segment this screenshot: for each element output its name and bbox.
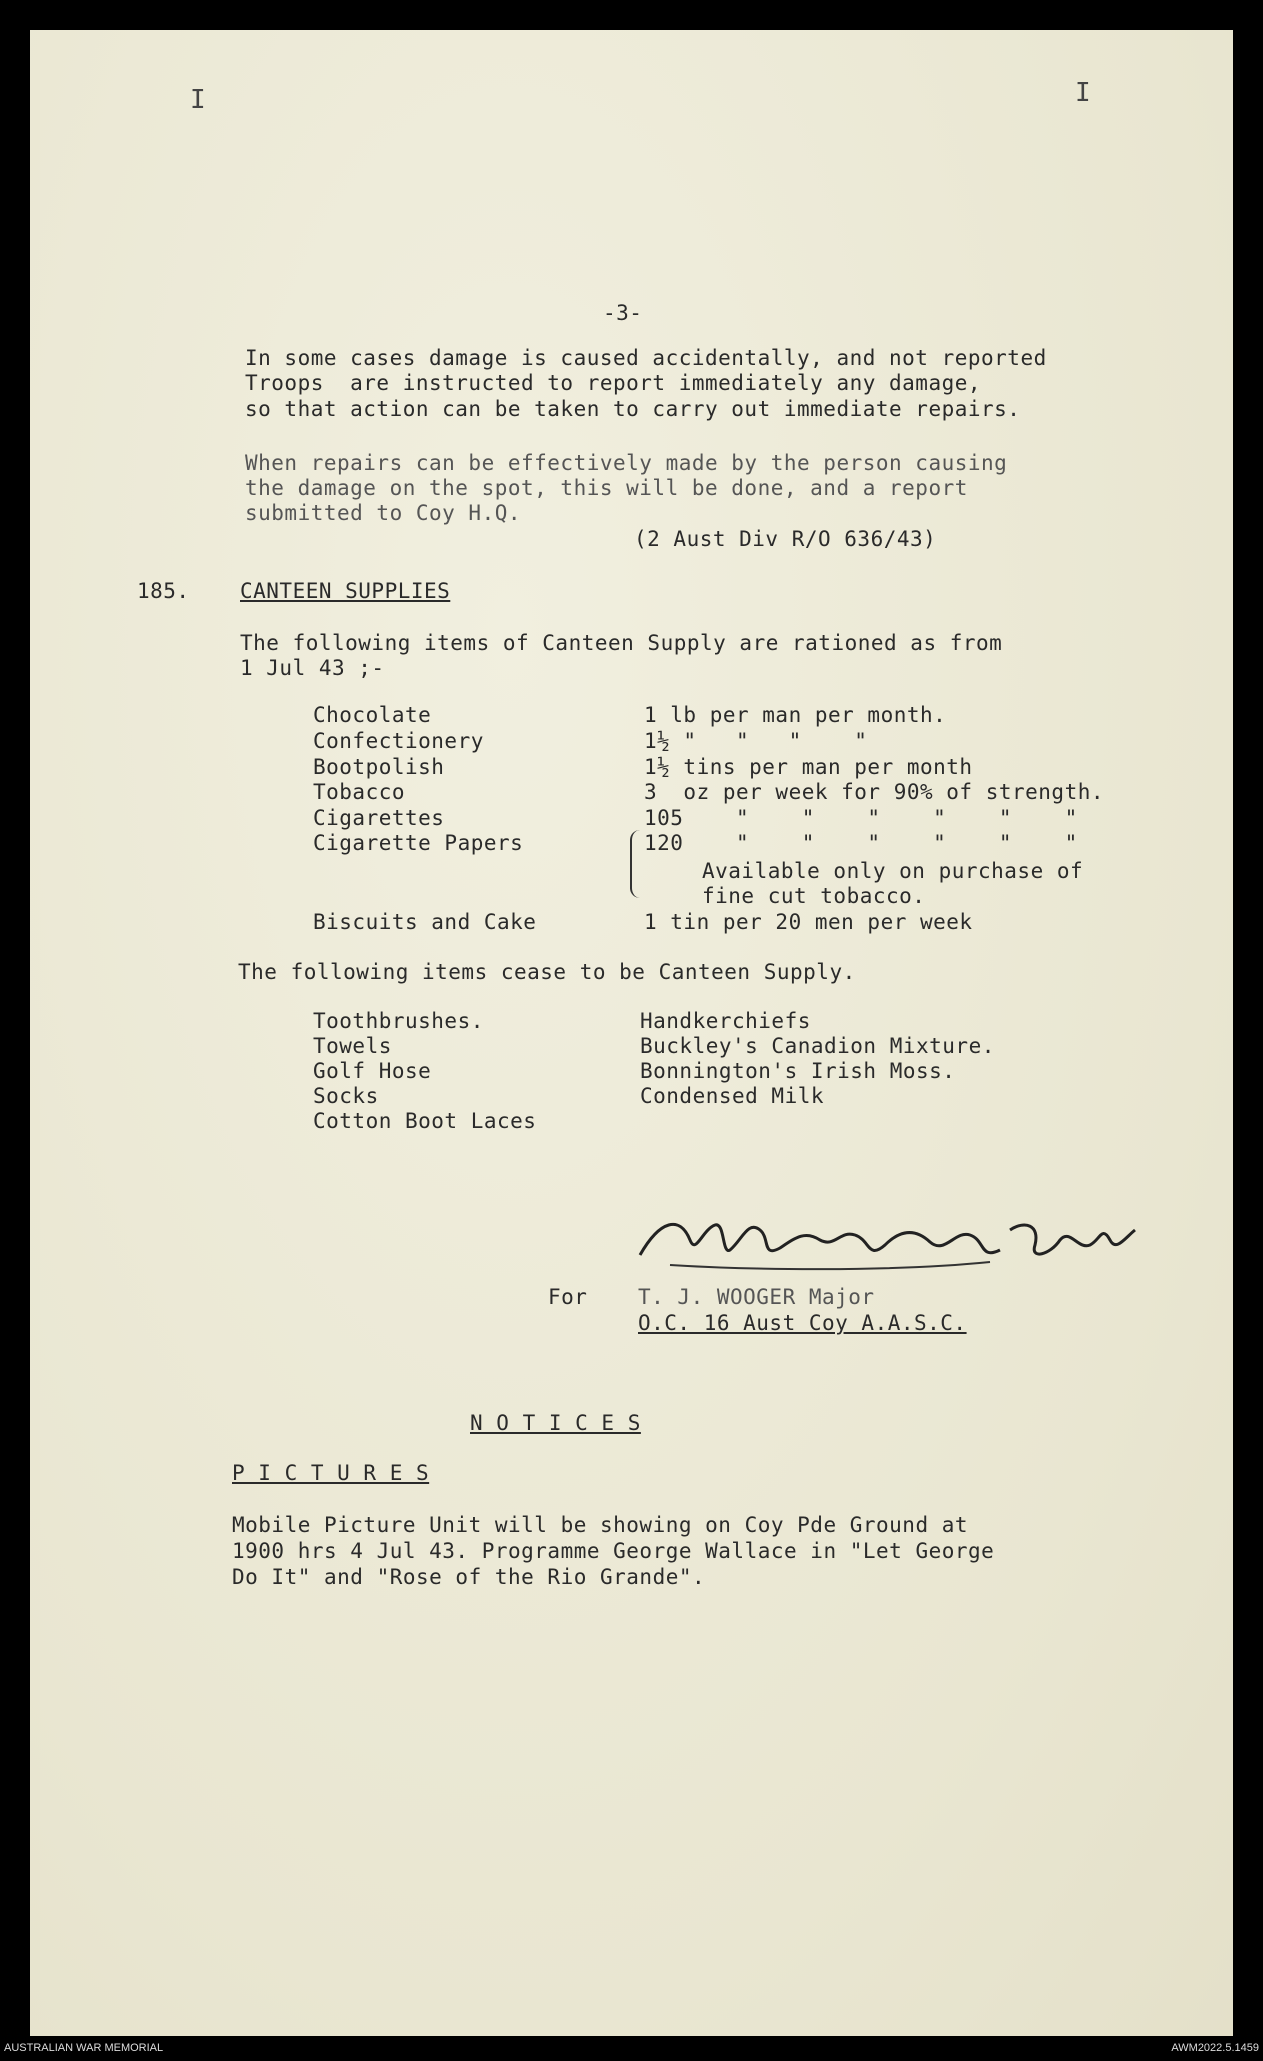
cease-item: Socks (313, 1084, 379, 1108)
rationed-item: Cigarettes (313, 806, 445, 830)
cease-item: Towels (313, 1034, 392, 1058)
pictures-line-3: Do It" and "Rose of the Rio Grande". (232, 1565, 706, 1589)
footer-left: AUSTRALIAN WAR MEMORIAL (4, 2042, 164, 2054)
rationed-item: Confectionery (313, 729, 484, 753)
handwritten-signature (630, 1200, 1150, 1290)
rationed-amount: 1½ " " " " (644, 729, 868, 753)
cease-item: Handkerchiefs (640, 1009, 811, 1033)
document-page (30, 30, 1233, 2036)
footer-right: AWM2022.5.1459 (1171, 2042, 1259, 2054)
para2-line-1: When repairs can be effectively made by the person causing (245, 451, 1008, 475)
pictures-line-1: Mobile Picture Unit will be showing on Coy Pde Ground at (232, 1513, 969, 1537)
cease-item: Cotton Boot Laces (313, 1109, 537, 1133)
page-number: -3- (603, 301, 643, 325)
cease-intro: The following items cease to be Canteen Supply. (238, 960, 856, 984)
cease-item: Toothbrushes. (313, 1009, 484, 1033)
rationed-amount: 3 oz per week for 90% of strength. (644, 780, 1105, 804)
margin-mark-left: I (190, 85, 206, 115)
notices-heading: N O T I C E S (470, 1411, 641, 1435)
rationed-amount: 1½ tins per man per month (644, 755, 973, 779)
reference-note: (2 Aust Div R/O 636/43) (634, 527, 937, 551)
rationed-amount: 1 lb per man per month. (644, 703, 947, 727)
rationed-amount: 1 tin per 20 men per week (644, 910, 973, 934)
para2-line-3: submitted to Coy H.Q. (245, 501, 522, 525)
section-number: 185. (137, 579, 190, 603)
papers-note-line-2: fine cut tobacco. (702, 884, 926, 908)
rationed-item: Biscuits and Cake (313, 910, 537, 934)
para1-line-1: In some cases damage is caused accidentally, and not reported (245, 346, 1047, 370)
para1-line-3: so that action can be taken to carry out immediate repairs. (245, 397, 1021, 421)
papers-note-line-1: Available only on purchase of (702, 859, 1084, 883)
cease-item: Condensed Milk (640, 1084, 825, 1108)
pictures-heading: P I C T U R E S (232, 1461, 430, 1485)
rationed-item: Cigarette Papers (313, 831, 524, 855)
cease-item: Golf Hose (313, 1059, 432, 1083)
signature-for-label: For (548, 1285, 588, 1309)
rationed-item: Tobacco (313, 780, 406, 804)
para2-line-2: the damage on the spot, this will be done, and a report (245, 476, 968, 500)
rationed-item: Bootpolish (313, 755, 445, 779)
section-intro-line-1: The following items of Canteen Supply are rationed as from (240, 631, 1003, 655)
section-intro-line-2: 1 Jul 43 ;- (240, 656, 385, 680)
pictures-line-2: 1900 hrs 4 Jul 43. Programme George Wallace in "Let George (232, 1539, 995, 1563)
para1-line-2: Troops are instructed to report immediately any damage, (245, 371, 982, 395)
rationed-amount: 105 " " " " " " (644, 806, 1078, 830)
rationed-item: Chocolate (313, 703, 432, 727)
signature-name: T. J. WOOGER Major (638, 1285, 875, 1309)
cease-item: Buckley's Canadion Mixture. (640, 1034, 995, 1058)
margin-mark-right: I (1075, 78, 1091, 108)
section-title: CANTEEN SUPPLIES (240, 579, 451, 603)
signature-unit: O.C. 16 Aust Coy A.A.S.C. (638, 1311, 967, 1335)
bracket-mark (630, 830, 642, 898)
cease-item: Bonnington's Irish Moss. (640, 1059, 956, 1083)
rationed-amount: 120 " " " " " " (644, 831, 1078, 855)
